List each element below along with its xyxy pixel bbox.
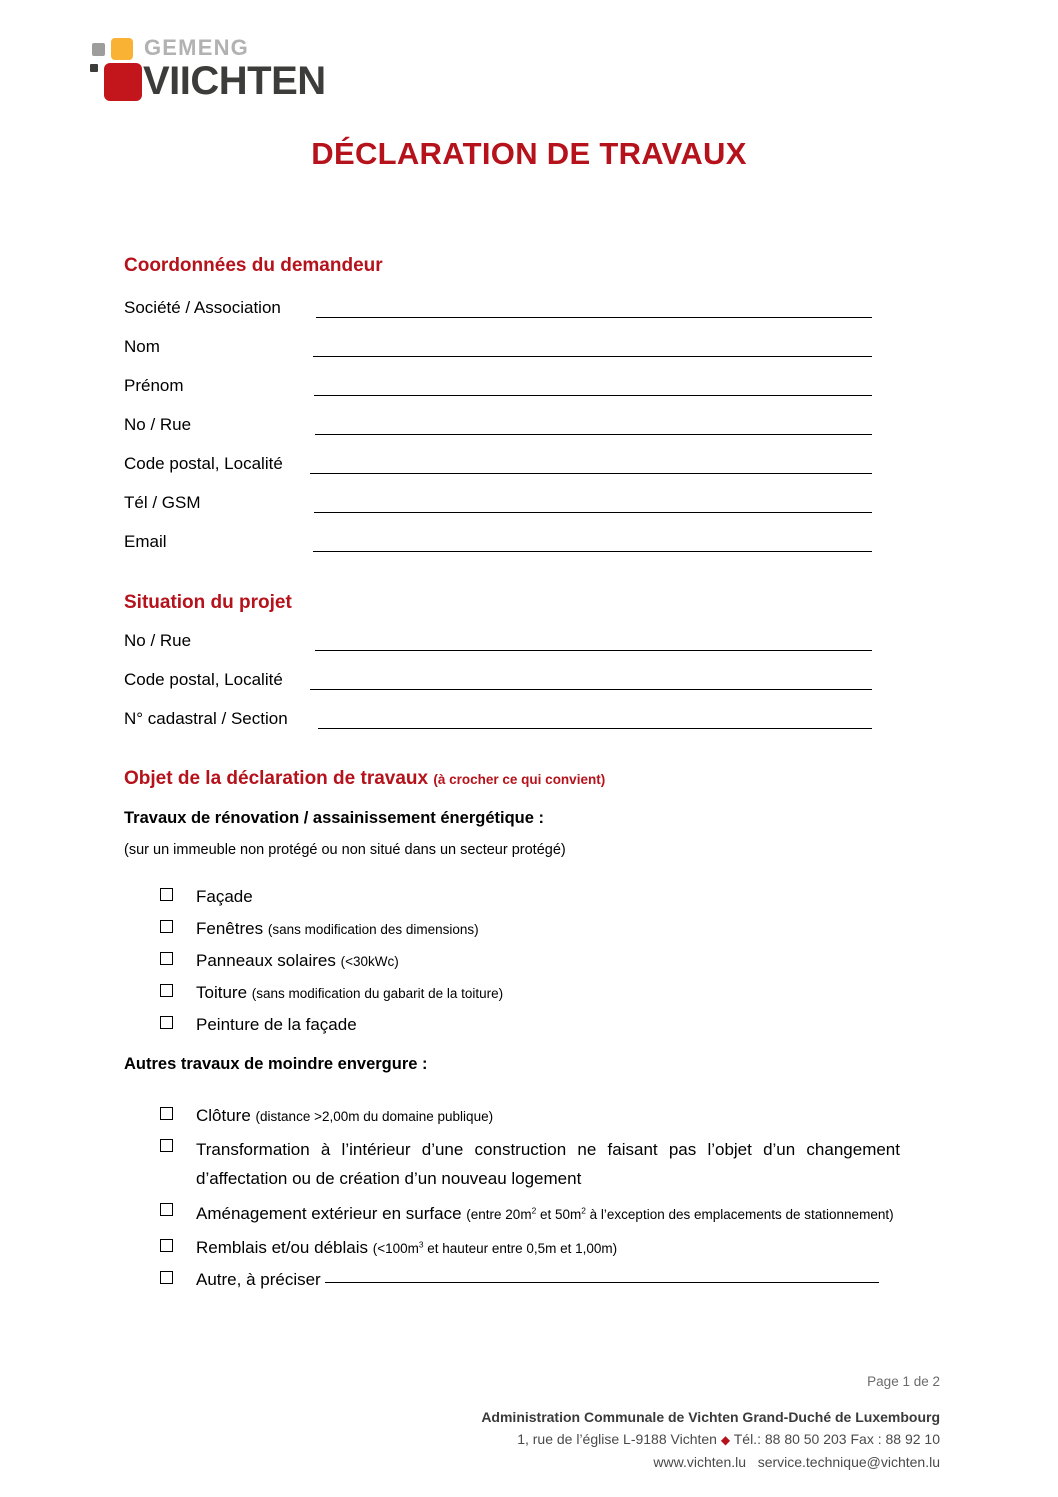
field-row-situation-no-rue <box>124 631 884 653</box>
field-row-situation-code-postal <box>124 670 884 692</box>
field-label-no-rue: No / Rue <box>124 415 192 434</box>
checklist-item-note: (sans modification des dimensions) <box>267 922 479 937</box>
checklist-item-note: (distance >2,00m du domaine publique) <box>255 1109 494 1124</box>
checklist-item-transformation[interactable] <box>160 1135 900 1193</box>
field-input-situation-no-rue[interactable] <box>315 650 872 651</box>
group2-title: Autres travaux de moindre envergure : <box>124 1055 428 1073</box>
footer-address-post: Tél.: 88 80 50 203 Fax : 88 92 10 <box>733 1431 940 1447</box>
field-row-prenom <box>124 376 884 398</box>
checklist-item-label: Façade <box>196 887 253 906</box>
group1-title: Travaux de rénovation / assainissement énergétique : <box>124 809 544 827</box>
field-label-code-postal: Code postal, Localité <box>124 454 283 473</box>
checkbox-icon[interactable] <box>160 952 173 965</box>
logo-orange-square-icon <box>111 38 133 60</box>
checklist-item-label: Aménagement extérieur en surface <box>196 1204 462 1223</box>
logo-text-gemeng: GEMENG <box>144 35 249 60</box>
field-label-cadastral: N° cadastral / Section <box>124 709 288 728</box>
checkbox-icon[interactable] <box>160 1203 173 1216</box>
checkbox-icon[interactable] <box>160 1016 173 1029</box>
checklist-item-fenetres[interactable] <box>160 916 900 942</box>
field-input-autre-a-preciser[interactable] <box>325 1282 879 1283</box>
section-heading-object-note: (à crocher ce qui convient) <box>433 772 606 787</box>
field-label-nom: Nom <box>124 337 160 356</box>
checklist-item-label: Remblais et/ou déblais <box>196 1238 368 1257</box>
checklist-item-label: Transformation à l’intérieur d’une construction ne faisant pas l’objet d’un changement d’affectation ou de création d’un nouveau logement <box>196 1140 900 1188</box>
footer-address-pre: 1, rue de l’église L-9188 Vichten <box>517 1431 717 1447</box>
checklist-item-autre-a-preciser[interactable] <box>160 1267 900 1292</box>
checklist-item-note-pre: (entre 20m <box>466 1207 532 1222</box>
footer-website-link[interactable]: www.vichten.lu <box>653 1454 747 1470</box>
checklist-item-note-post: et hauteur entre 0,5m et 1,00m) <box>423 1241 618 1256</box>
field-label-situation-code-postal: Code postal, Localité <box>124 670 283 689</box>
checklist-item-label: Autre, à préciser <box>196 1270 321 1289</box>
logo-gray-square-icon <box>92 43 105 56</box>
footer-separator-diamond-icon: ◆ <box>720 1433 731 1447</box>
checklist-item-label: Toiture <box>196 983 248 1002</box>
footer-email-link[interactable]: service.technique@vichten.lu <box>757 1454 940 1470</box>
field-input-email[interactable] <box>313 551 872 552</box>
section-heading-situation: Situation du projet <box>124 592 292 613</box>
checklist-item-peinture-facade[interactable] <box>160 1012 900 1038</box>
field-input-nom[interactable] <box>313 356 872 357</box>
checklist-item-note-mid: et 50m <box>536 1207 582 1222</box>
section-heading-object <box>124 768 605 790</box>
field-row-societe <box>124 298 884 320</box>
checklist-item-label: Fenêtres <box>196 919 264 938</box>
checklist-item-note: (sans modification du gabarit de la toiture) <box>251 986 504 1001</box>
checklist-renovation <box>160 884 900 1044</box>
field-row-nom <box>124 337 884 359</box>
document-footer <box>481 1406 940 1473</box>
field-row-tel-gsm <box>124 493 884 515</box>
checkbox-icon[interactable] <box>160 1139 173 1152</box>
checkbox-icon[interactable] <box>160 1271 173 1284</box>
checkbox-icon[interactable] <box>160 920 173 933</box>
checklist-item-cloture[interactable] <box>160 1103 900 1129</box>
checklist-autres-travaux <box>160 1103 900 1298</box>
field-label-societe: Société / Association <box>124 298 281 317</box>
checklist-item-amenagement-exterieur[interactable] <box>160 1199 900 1229</box>
field-input-societe[interactable] <box>316 317 872 318</box>
section-heading-applicant: Coordonnées du demandeur <box>124 255 383 276</box>
field-input-situation-code-postal[interactable] <box>310 689 872 690</box>
field-input-no-rue[interactable] <box>315 434 872 435</box>
checklist-item-remblais-deblais[interactable] <box>160 1235 900 1261</box>
checklist-item-note-sup: 2 <box>581 1205 586 1216</box>
checklist-item-label: Clôture <box>196 1106 251 1125</box>
field-input-prenom[interactable] <box>314 395 872 396</box>
page-title: DÉCLARATION DE TRAVAUX <box>311 136 747 171</box>
checkbox-icon[interactable] <box>160 888 173 901</box>
checkbox-icon[interactable] <box>160 1239 173 1252</box>
field-row-cadastral <box>124 709 884 731</box>
municipality-logo <box>86 36 356 104</box>
checklist-item-panneaux-solaires[interactable] <box>160 948 900 974</box>
field-label-situation-no-rue: No / Rue <box>124 631 192 650</box>
checklist-item-toiture[interactable] <box>160 980 900 1006</box>
checklist-item-facade[interactable] <box>160 884 900 910</box>
field-row-no-rue <box>124 415 884 437</box>
checklist-item-label: Peinture de la façade <box>196 1015 357 1034</box>
field-input-code-postal[interactable] <box>310 473 872 474</box>
checklist-item-note-sup: 3 <box>418 1239 424 1250</box>
logo-text-viichten: VIICHTEN <box>143 59 326 103</box>
page-number: Page 1 de 2 <box>867 1374 940 1389</box>
logo-tick-icon <box>90 64 98 72</box>
field-label-prenom: Prénom <box>124 376 184 395</box>
group1-subtitle: (sur un immeuble non protégé ou non situé dans un secteur protégé) <box>124 842 566 858</box>
field-input-cadastral[interactable] <box>318 728 872 729</box>
checklist-item-note: (<30kWc) <box>340 954 399 969</box>
field-row-email <box>124 532 884 554</box>
checkbox-icon[interactable] <box>160 1107 173 1120</box>
field-row-code-postal <box>124 454 884 476</box>
section-heading-object-main: Objet de la déclaration de travaux <box>124 768 429 789</box>
checkbox-icon[interactable] <box>160 984 173 997</box>
checklist-item-note-sup: 2 <box>531 1205 537 1216</box>
checklist-item-note-pre: (<100m <box>372 1241 419 1256</box>
field-label-tel-gsm: Tél / GSM <box>124 493 201 512</box>
footer-contact <box>481 1451 940 1473</box>
checklist-item-note-post: à l’exception des emplacements de stationnement) <box>585 1207 894 1222</box>
footer-address <box>481 1428 940 1451</box>
footer-organisation: Administration Communale de Vichten Grand-Duché de Luxembourg <box>481 1409 940 1425</box>
field-label-email: Email <box>124 532 167 551</box>
field-input-tel-gsm[interactable] <box>314 512 872 513</box>
logo-red-square-icon <box>104 63 142 101</box>
checklist-item-label: Panneaux solaires <box>196 951 336 970</box>
